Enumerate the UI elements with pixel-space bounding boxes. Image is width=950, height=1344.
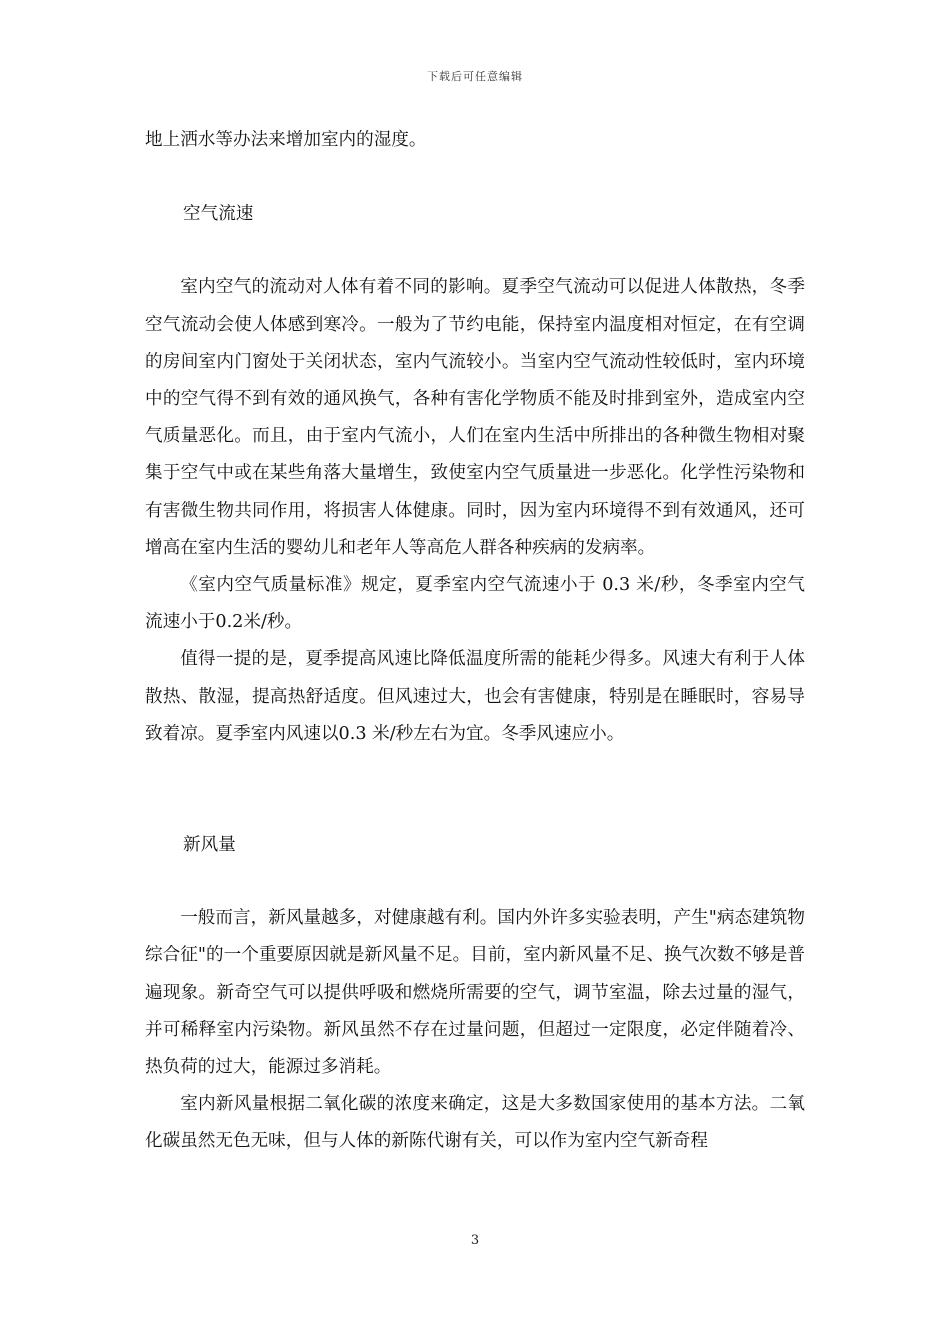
spacer: [145, 233, 805, 269]
page-number: 3: [470, 1233, 480, 1248]
document-body: [145, 122, 805, 1161]
paragraph-fresh-air-benefits: 一般而言，新风量越多，对健康越有利。国内外许多实验表明，产生"病态建筑物综合征"的一个重要原因就是新风量不足。目前，室内新风量不足、换气次数不够是普遍现象。新奇空气可以提供呼吸和燃烧所需要的空气，调节室温，除去过量的湿气，并可稀释室内污染物。新风虽然不存在过量问题，但超过一定限度，必定伴随着冷、热负荷的过大，能源过多消耗。: [145, 908, 805, 1078]
paragraph-air-flow-standard: 《室内空气质量标准》规定，夏季室内空气流速小于 0.3 米/秒，冬季室内空气流速小于0.2米/秒。: [145, 575, 805, 633]
paragraph-air-flow-effects: 室内空气的流动对人体有着不同的影响。夏季空气流动可以促进人体散热，冬季空气流动会使人体感到寒冷。一般为了节约电能，保持室内温度相对恒定，在有空调的房间室内门窗处于关闭状态，室内气流较小。当室内空气流动性较低时，室内环境中的空气得不到有效的通风换气，各种有害化学物质不能及时排到室外，造成室内空气质量恶化。而且，由于室内气流小，人们在室内生活中所排出的各种微生物相对聚集于空气中或在某些角落大量增生，致使室内空气质量进一步恶化。化学性污染物和有害微生物共同作用，将损害人体健康。同时，因为室内环境得不到有效通风，还可增高在室内生活的婴幼儿和老年人等高危人群各种疾病的发病率。: [145, 277, 805, 558]
section-heading-fresh-air: 新风量: [183, 835, 236, 856]
spacer: [145, 159, 805, 196]
header-note: 下载后可任意编辑: [427, 70, 523, 83]
spacer: [145, 753, 805, 827]
continuation-paragraph: 地上洒水等办法来增加室内的湿度。: [145, 130, 427, 150]
paragraph-fresh-air-co2: 室内新风量根据二氧化碳的浓度来确定，这是大多数国家使用的基本方法。二氧化碳虽然无色无味，但与人体的新陈代谢有关，可以作为室内空气新奇程: [145, 1094, 805, 1152]
paragraph-air-flow-summer: 值得一提的是，夏季提高风速比降低温度所需的能耗少得多。风速大有利于人体散热、散湿，提高热舒适度。但风速过大，也会有害健康，特别是在睡眠时，容易导致着凉。夏季室内风速以0.3 米/秒左右为宜。冬季风速应小。: [145, 649, 805, 744]
section-heading-air-flow: 空气流速: [183, 204, 254, 225]
spacer: [145, 864, 805, 900]
